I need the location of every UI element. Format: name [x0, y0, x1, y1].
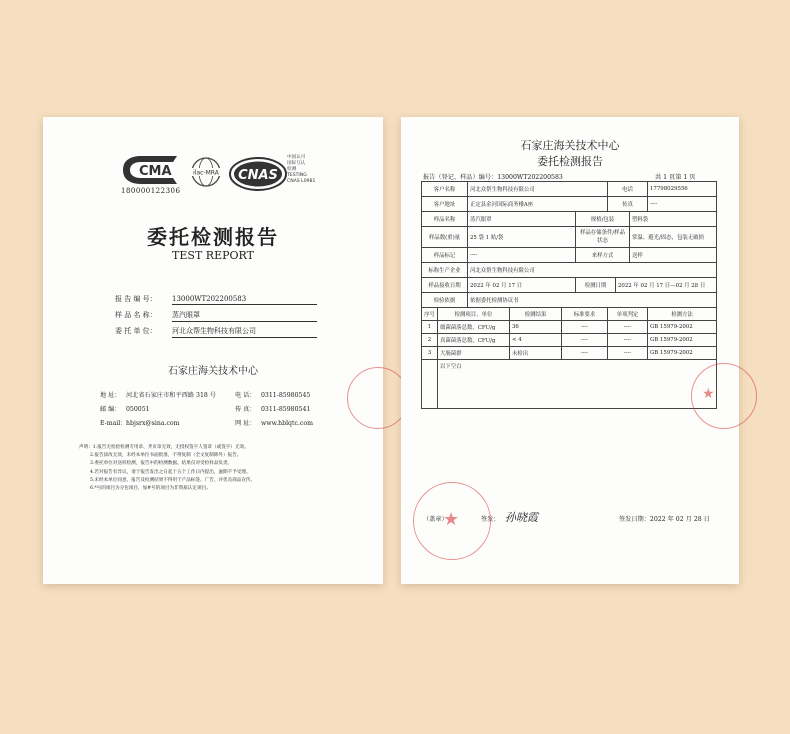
table-row: 样品接收日期 2022 年 02 月 17 日 检测日期 2022 年 02 月 17 日—02 月 28 日	[421, 277, 717, 292]
notice-line: 2.报告涂改无效，未经本单位书面批准，不得复制（全文复制除外）报告。	[90, 453, 242, 459]
report-title-cn: 委托检测报告	[147, 225, 279, 249]
notice-line: 声明：1.报告无检验检测专用章、齐页章无效，无授权签字人签章（或签字）无效。	[79, 445, 249, 450]
notice-line: 6.*号的项目为分包项目，加#号的项目为非资质认定项目。	[90, 486, 211, 492]
table-row: 客户地址 正定县金河国际商务楼A座 传真 ----	[421, 196, 717, 211]
field-label: 报 告 编 号：	[115, 295, 157, 303]
cnas-caption-line: 检测	[287, 167, 297, 172]
contact-website: 网 址： www.hblqtc.com	[235, 420, 313, 427]
ilac-logo-text: ilac-MRA	[193, 169, 219, 177]
blank-area-row	[421, 359, 717, 409]
table-row: 检验依据 依据委托检测协议书	[421, 292, 717, 307]
notice-line: 4.若对报告有异议，请于报告发出之日起十五个工作日内提出，逾期不予受理。	[90, 469, 251, 475]
table-row: 样品数(重)量 25 袋 1 贴/袋 样品存储条件/样品状态 常温、避光/固态，包装无破损	[421, 226, 717, 247]
cnas-caption-line: CNAS L0981	[287, 179, 316, 184]
seal-star-icon: ★	[443, 509, 460, 530]
statement-notice	[79, 444, 349, 493]
contact-address: 地 址： 河北省石家庄市和平西路 318 号	[100, 392, 216, 399]
test-row: 1 细菌菌落总数，CFU/g 36 ---- ---- GB 15979-2002	[421, 320, 717, 333]
testing-center-heading: 石家庄海关技术中心	[520, 139, 620, 152]
report-number: 报告（登记、样品）编号：13000WT202200583	[423, 174, 563, 181]
field-value: 河北众帮生物科技有限公司	[172, 326, 317, 338]
testing-center-name: 石家庄海关技术中心	[168, 366, 258, 377]
table-row: 样品名称 蒸汽眼罩 规格/包装 塑料袋	[421, 211, 717, 226]
official-seal-edge	[691, 363, 757, 429]
page-info: 共 1 页第 1 页	[655, 174, 696, 181]
cma-code: 180000122306	[121, 187, 181, 195]
test-table-header: 序号 检测项目、单位 检测结果 标准要求 单项判定 检测方法	[421, 307, 717, 320]
official-seal-partial	[347, 367, 409, 429]
report-cover-page	[43, 117, 383, 584]
seal-star-icon: ★	[702, 386, 715, 402]
sample-name-field	[115, 310, 317, 322]
table-row: 标称生产企业 河北众帮生物科技有限公司	[421, 262, 717, 277]
cnas-caption-line: 国际互认	[287, 161, 306, 166]
table-row: 客户名称 河北众帮生物科技有限公司 电话 17798029556	[421, 181, 717, 196]
notice-line: 5.未经本单位同意，报告及检测结果不得用于产品标签、广告、评优及商品宣传。	[90, 477, 256, 483]
cma-logo-text: CMA	[139, 164, 172, 179]
cma-logo	[121, 154, 183, 194]
cnas-logo-text: CNAS	[238, 168, 278, 183]
report-info-table	[421, 181, 717, 409]
cnas-caption-line: TESTING	[287, 173, 307, 178]
cnas-logo	[228, 154, 288, 194]
cnas-caption	[287, 155, 315, 185]
approver-signature: 孙晓霞	[505, 511, 538, 524]
official-seal	[413, 482, 491, 560]
test-row: 2 真菌菌落总数，CFU/g < 4 ---- ---- GB 15979-2002	[421, 333, 717, 346]
cnas-caption-line: 中国认可	[287, 155, 306, 160]
seal-label: （盖章）	[423, 516, 448, 523]
table-row: 样品标记 ---- 来样方式 送样	[421, 247, 717, 262]
contact-phone: 电 话： 0311-85980545	[235, 392, 311, 399]
issue-date: 签发日期：2022 年 02 月 28 日	[619, 516, 710, 523]
field-label: 委 托 单 位：	[115, 327, 157, 335]
field-value: 13000WT202200583	[172, 295, 317, 305]
report-title: 委托检测报告	[537, 155, 603, 168]
blank-note: 以下空白	[437, 360, 717, 408]
accreditation-logos	[121, 154, 326, 202]
report-number-field	[115, 294, 317, 305]
field-label: 样 品 名 称：	[115, 311, 157, 319]
report-detail-page	[401, 117, 739, 584]
notice-title: 声明：	[79, 445, 93, 450]
approver-label: 签发：	[481, 516, 500, 523]
contact-postcode: 邮 编： 050051	[100, 406, 150, 413]
notice-line: 3.委托单位对送样检测，报告中的检测数据、结果仅对受检样品负责。	[90, 461, 233, 467]
field-value: 蒸汽眼罩	[172, 310, 317, 322]
client-field	[115, 326, 317, 338]
contact-fax: 传 真： 0311-85980541	[235, 406, 311, 413]
report-title-en: TEST REPORT	[172, 249, 254, 262]
contact-email: E-mail：hbjsrx@sina.com	[100, 420, 180, 427]
ilac-mra-logo	[187, 156, 225, 188]
test-row: 3 大肠菌群 未检出 ---- ---- GB 15979-2002	[421, 346, 717, 359]
